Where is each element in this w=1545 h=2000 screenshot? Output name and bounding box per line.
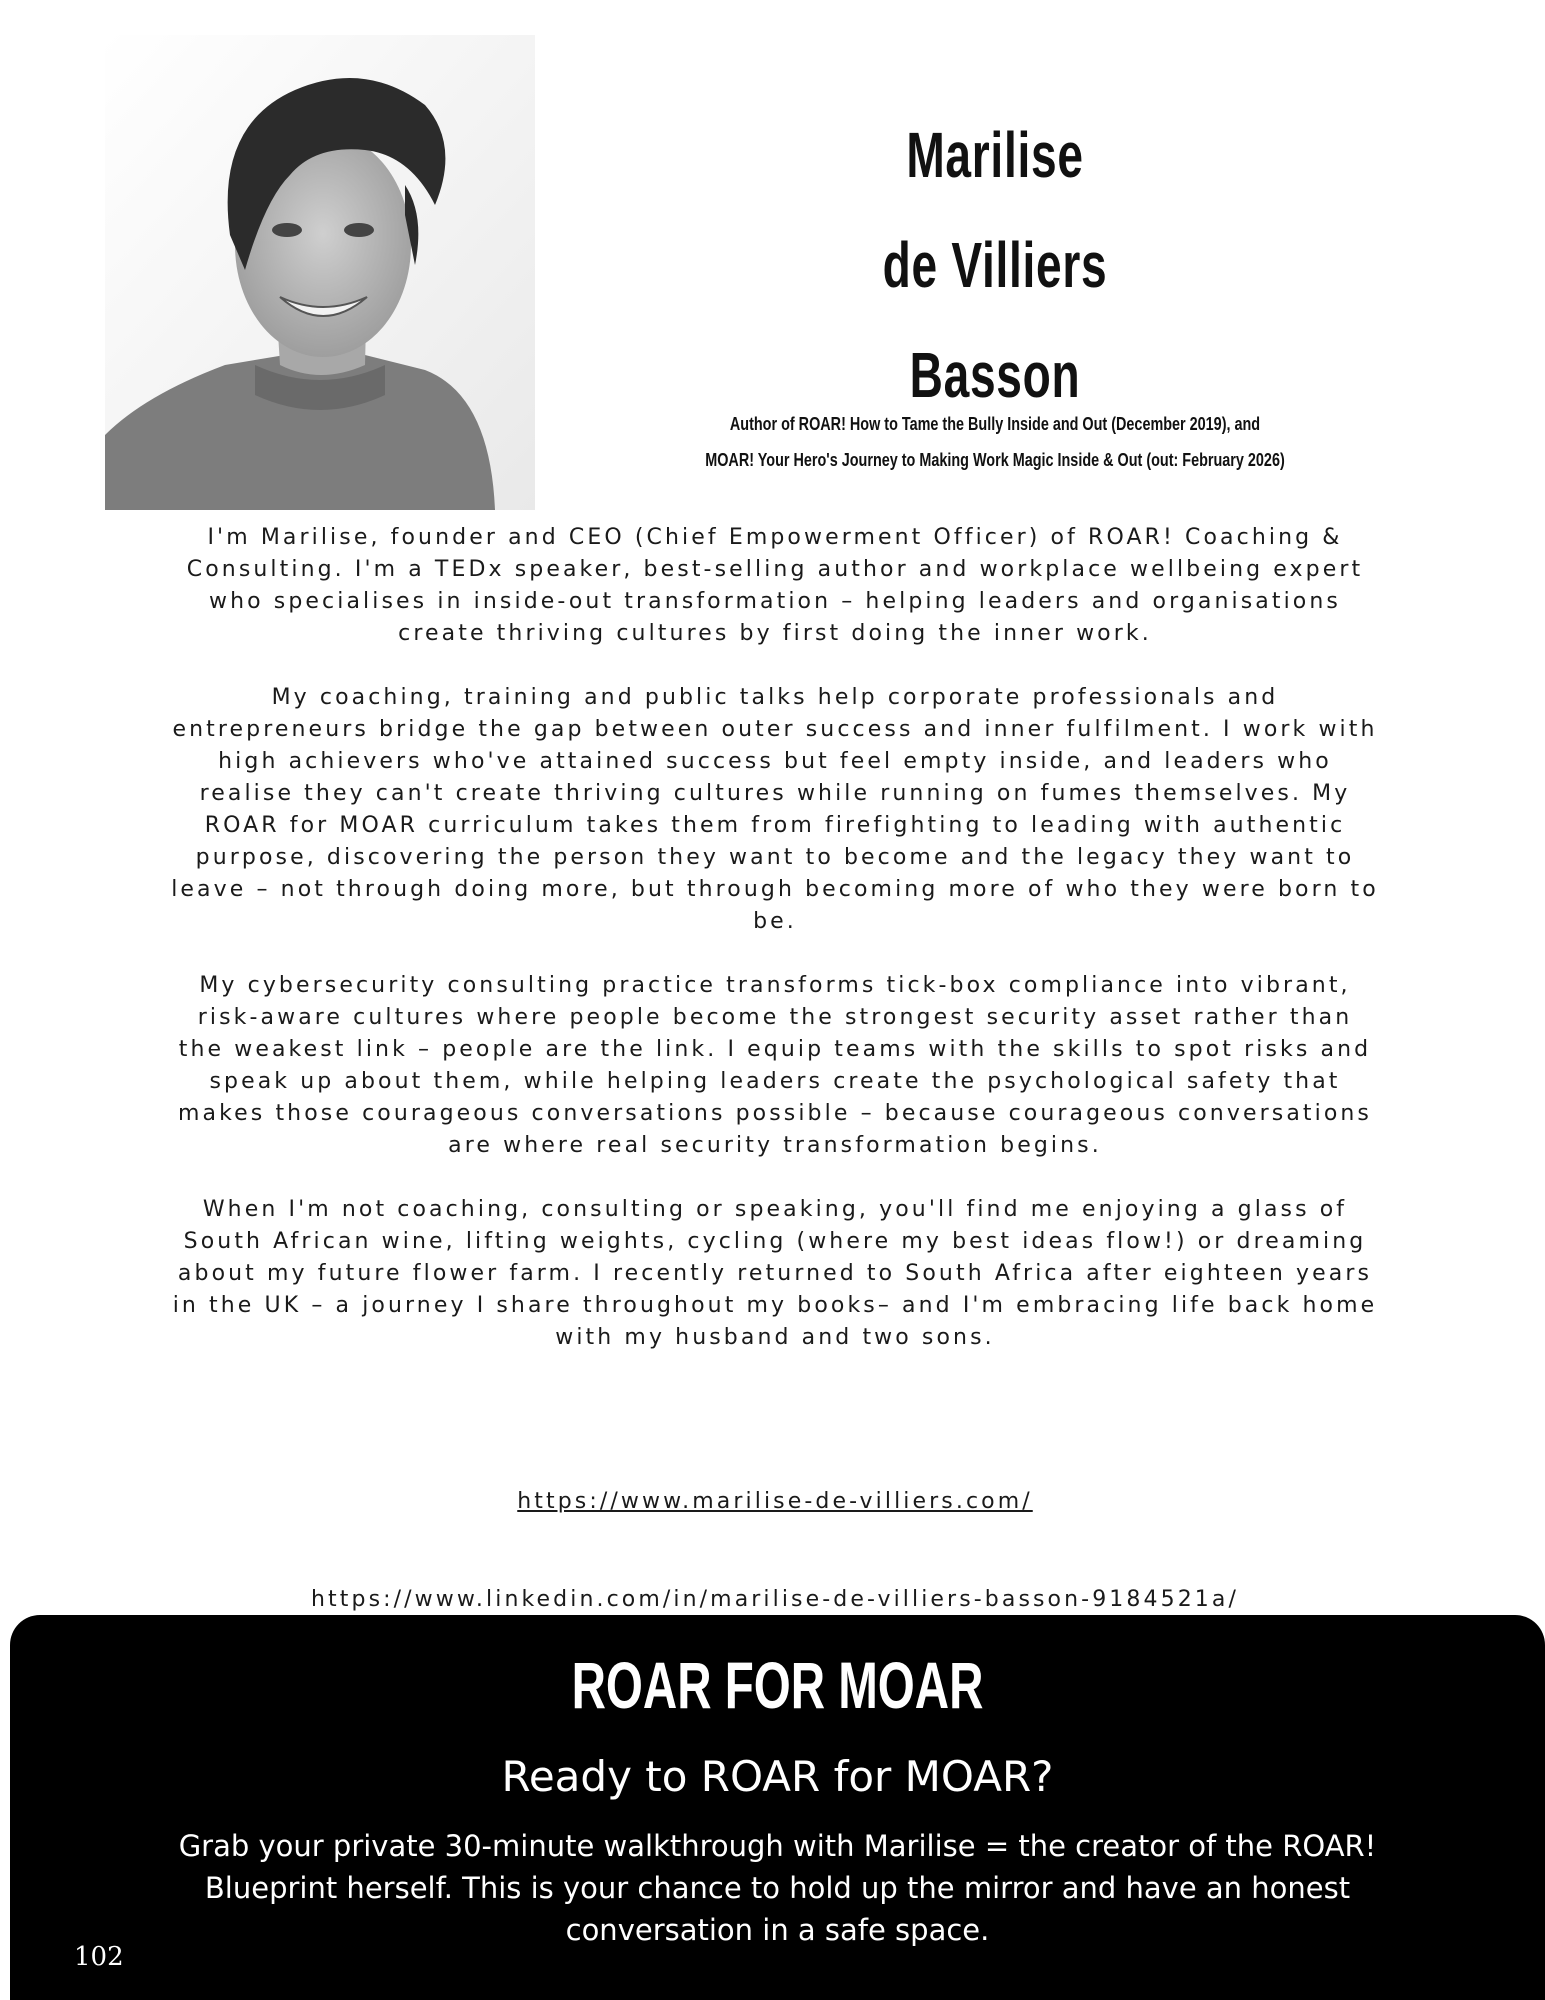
bio-paragraph-3: My cybersecurity consulting practice transforms tick-box compliance into vibrant, risk-aware cultures where people become the strongest security asset rather than the weakest link – people are the link. I equip teams with the skills to spot risks and speak up about them, while helping leaders create the psychological safety that makes those courageous conversations possible – because courageous conversations are where real security transformation begins. — [178, 973, 1372, 1158]
subtitle-line-2: MOAR! Your Hero's Journey to Making Work Magic Inside & Out (out: February 2026) — [705, 450, 1285, 470]
bio-paragraph-2: My coaching, training and public talks help corporate professionals and entrepreneurs bridge the gap between outer success and inner fulfilment. I work with high achievers who've attained success but feel empty inside, and leaders who realise they can't create thriving cultures while running on fumes themselves. My ROAR for MOAR curriculum takes them from firefighting to leading with authentic purpose, discovering the person they want to become and the legacy they want to leave – not through doing more, but through becoming more of who they were born to be. — [171, 685, 1379, 934]
cta-footer — [10, 1615, 1545, 2000]
author-name-line-1: Marilise — [906, 119, 1084, 191]
footer-subtitle: Ready to ROAR for MOAR? — [501, 1752, 1054, 1801]
author-bio — [170, 522, 1380, 1386]
author-books-subtitle — [600, 406, 1390, 478]
website-link[interactable]: https://www.marilise-de-villiers.com/ — [517, 1489, 1033, 1514]
author-portrait — [105, 35, 535, 510]
bio-paragraph-4: When I'm not coaching, consulting or speaking, you'll find me enjoying a glass of South African wine, lifting weights, cycling (where my best ideas flow!) or dreaming about my future flower farm. I recently returned to South Africa after eighteen years in the UK – a journey I share throughout my books– and I'm embracing life back home with my husband and two sons. — [172, 1197, 1378, 1350]
page-number: 102 — [74, 1942, 124, 1972]
linkedin-link[interactable]: https://www.linkedin.com/in/marilise-de-villiers-basson-9184521a/ — [311, 1587, 1239, 1612]
footer-body: Grab your private 30-minute walkthrough with Marilise = the creator of the ROAR! Blueprint herself. This is your chance to hold up the mirror and have an honest conversation in a safe space. — [178, 1829, 1377, 1947]
subtitle-line-1: Author of ROAR! How to Tame the Bully Inside and Out (December 2019), and — [729, 414, 1261, 434]
author-name-line-2: de Villiers — [882, 229, 1108, 301]
author-name — [640, 100, 1350, 430]
footer-title: ROAR FOR MOAR — [571, 1648, 984, 1722]
author-name-line-3: Basson — [909, 339, 1081, 411]
bio-paragraph-1: I'm Marilise, founder and CEO (Chief Empowerment Officer) of ROAR! Coaching & Consulting. I'm a TEDx speaker, best-selling author and workplace wellbeing expert who specialises in inside-out transformation – helping leaders and organisations create thriving cultures by first doing the inner work. — [186, 525, 1364, 646]
